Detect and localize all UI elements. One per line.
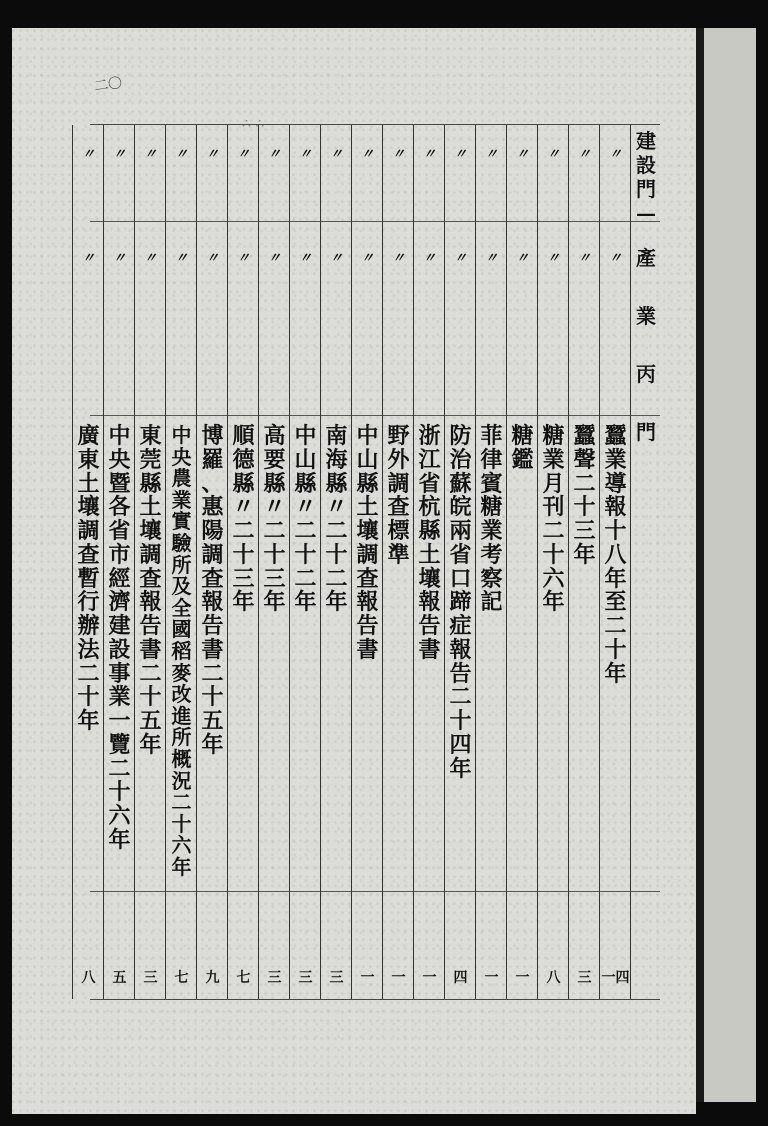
entry-title [135, 425, 166, 758]
entry-title-char: 縣 [418, 518, 441, 544]
entry-title-char: 況 [171, 768, 192, 793]
entry-title-char: 要 [263, 446, 286, 473]
entry-title-char: 十 [139, 684, 162, 711]
entry-title-char: 、 [201, 470, 224, 497]
entry-title-char: 全 [171, 595, 192, 620]
entry-title-char: 事 [108, 660, 131, 687]
entry-title [259, 425, 290, 615]
entry-title-char: 考 [480, 541, 503, 568]
ditto-mark: 〃 [205, 147, 219, 162]
entry-title-char: 廣 [77, 423, 100, 449]
ditto-mark: 〃 [205, 251, 219, 266]
section-dash: — [636, 201, 656, 225]
entry-title-char: 業 [171, 487, 192, 512]
entry-title-char: 十 [604, 636, 627, 663]
entry-count: 一 [484, 970, 499, 986]
catalog-entry-column [351, 125, 383, 999]
entry-title [352, 425, 383, 663]
entry-title-char: 書 [201, 636, 224, 663]
entry-title-char: 二 [325, 565, 348, 592]
catalog-entry-column [165, 125, 197, 999]
ditto-mark: 〃 [453, 147, 467, 162]
entry-title-char: 業 [480, 518, 503, 544]
entry-count: 一 [422, 970, 437, 986]
entry-title-char: 惠 [201, 494, 224, 521]
ditto-mark: 〃 [267, 251, 281, 266]
ditto-mark: 〃 [608, 147, 622, 162]
entry-title-char: 二 [108, 755, 131, 782]
entry-title-char: 麥 [171, 660, 192, 685]
ditto-mark: 〃 [236, 147, 250, 162]
entry-title [507, 425, 538, 473]
entry-title-char: 查 [139, 565, 162, 592]
entry-title-char: 省 [449, 541, 472, 568]
entry-title-char: 央 [171, 444, 192, 469]
entry-count: 三 [298, 970, 313, 986]
ditto-mark: 〃 [81, 147, 95, 162]
entry-title-char: 山 [294, 446, 317, 473]
entry-title-char: 杭 [418, 494, 441, 521]
entry-title-char: 縣 [356, 470, 379, 497]
entry-title-char: 十 [263, 541, 286, 568]
entry-title-char: 〃 [325, 494, 348, 521]
catalog-entry-column [382, 125, 414, 999]
entry-title-char: 德 [232, 446, 255, 473]
entry-title-char: 建 [108, 613, 131, 639]
entry-title-char: 調 [139, 541, 162, 568]
page-gutter [696, 28, 704, 1102]
entry-title [104, 425, 135, 853]
ditto-mark: 〃 [112, 251, 126, 266]
ditto-mark: 〃 [112, 147, 126, 162]
entry-count: 一 [391, 970, 406, 986]
entry-title [538, 425, 569, 615]
entry-title-char: 二 [325, 518, 348, 544]
entry-title-char: 浙 [418, 423, 441, 449]
entry-title-char: 業 [542, 446, 565, 473]
entry-title-char: 蠶 [573, 423, 596, 449]
catalog-entry-column [413, 125, 445, 999]
entry-title-char: 縣 [139, 470, 162, 497]
entry-title-char: 六 [108, 803, 131, 829]
ditto-mark: 〃 [360, 251, 374, 266]
entry-title-char: 三 [263, 565, 286, 592]
entry-title-char: 年 [171, 854, 192, 879]
entry-title-char: 刊 [542, 494, 565, 521]
entry-title [414, 425, 445, 663]
entry-count: 三 [143, 970, 158, 986]
entry-title-char: 國 [171, 617, 192, 642]
entry-title-char: 十 [325, 541, 348, 568]
entry-title-char: 十 [108, 779, 131, 806]
entry-title-char: 中 [171, 423, 192, 447]
entry-title-char: 準 [387, 541, 410, 568]
entry-title-char: 皖 [449, 494, 472, 521]
entry-title-char: 高 [263, 423, 286, 449]
entry-title-char: 暨 [108, 470, 131, 497]
entry-title [445, 425, 476, 781]
entry-title-char: 暫 [77, 565, 100, 592]
catalog-entry-column [258, 125, 290, 999]
entry-title-char: 山 [356, 446, 379, 473]
entry-title-char: 設 [108, 636, 131, 663]
entry-title-char: 稻 [171, 638, 192, 663]
entry-title-char: 法 [77, 636, 100, 663]
entry-count: 一 [515, 970, 530, 986]
entry-title-char: 辦 [77, 613, 100, 639]
entry-title-char: 所 [171, 552, 192, 577]
entry-count: 三 [329, 970, 344, 986]
entry-title-char: 調 [201, 541, 224, 568]
catalog-entry-column [72, 125, 104, 999]
entry-title-char: 報 [139, 589, 162, 616]
entry-title-char: 糖 [511, 423, 534, 449]
entry-title-char: 央 [108, 446, 131, 473]
entry-title-char: 書 [418, 636, 441, 663]
entry-title-char: 省 [108, 518, 131, 544]
entry-title-char: 野 [387, 423, 410, 449]
catalog-entry-column [103, 125, 135, 999]
catalog-entry-column [444, 125, 476, 999]
entry-title-char: 治 [449, 446, 472, 473]
entry-title-char: 經 [108, 565, 131, 592]
entry-title-char: 東 [77, 446, 100, 473]
ditto-mark: 〃 [453, 251, 467, 266]
adjacent-page-edge [704, 28, 756, 1102]
entry-title-char: 記 [480, 589, 503, 616]
ditto-mark: 〃 [329, 251, 343, 266]
section-char: 設 [636, 153, 656, 177]
entry-count: 七 [236, 970, 251, 986]
entry-title-char: 標 [387, 518, 410, 544]
entry-title-char: 年 [604, 565, 627, 592]
ditto-mark: 〃 [422, 251, 436, 266]
subsection-char: 業 [636, 304, 656, 328]
entry-count: 七 [174, 970, 189, 986]
entry-title [197, 425, 228, 758]
entry-title-char: 蘇 [449, 470, 472, 497]
entry-title-char: 書 [139, 636, 162, 663]
entry-title-char: 江 [418, 446, 441, 473]
entry-title-char: 年 [232, 589, 255, 616]
entry-title-char: 症 [449, 613, 472, 639]
entry-title-char: 至 [604, 589, 627, 616]
entry-title-char: 十 [171, 811, 192, 836]
entry-title-char: 年 [573, 541, 596, 568]
entry-title-char: 書 [356, 636, 379, 663]
ditto-mark: 〃 [267, 147, 281, 162]
entry-title-char: 中 [294, 423, 317, 449]
entry-title-char: 〃 [263, 494, 286, 521]
entry-title-char: 壤 [139, 518, 162, 544]
entry-title-char: 三 [573, 518, 596, 544]
entry-title-char: 六 [171, 833, 192, 858]
entry-title-char: 二 [573, 470, 596, 497]
entry-title-char: 查 [387, 494, 410, 521]
entry-title-char: 順 [232, 423, 255, 449]
entry-title-char: 行 [77, 589, 100, 616]
entry-count: 三 [577, 970, 592, 986]
ditto-mark: 〃 [608, 251, 622, 266]
entry-title-char: 律 [480, 446, 503, 473]
entry-title-char: 驗 [171, 530, 192, 555]
entry-title-char: 告 [201, 613, 224, 639]
subsection-title [631, 229, 661, 461]
section-char: 建 [636, 129, 656, 153]
entry-title-char: 二 [604, 613, 627, 639]
entry-title-char: 告 [449, 660, 472, 687]
ditto-mark: 〃 [329, 147, 343, 162]
entry-title [383, 425, 414, 568]
catalog-entry-column [320, 125, 352, 999]
entry-count: 九 [205, 970, 220, 986]
entry-title-char: 八 [604, 541, 627, 568]
entry-title-char: 十 [77, 684, 100, 711]
ditto-mark: 〃 [360, 147, 374, 162]
entry-title-char: 二 [294, 518, 317, 544]
entry-title [73, 425, 104, 734]
ditto-mark: 〃 [174, 147, 188, 162]
entry-title-char: 月 [542, 470, 565, 497]
entry-title-char: 糖 [480, 494, 503, 521]
ditto-mark: 〃 [546, 251, 560, 266]
entry-title-char: 十 [294, 541, 317, 568]
entry-title-char: 年 [449, 755, 472, 782]
entry-title-char: 縣 [263, 470, 286, 497]
entry-count: 三 [267, 970, 282, 986]
entry-title [166, 425, 197, 878]
entry-title-char: 二 [77, 660, 100, 687]
ditto-mark: 〃 [143, 251, 157, 266]
entry-title-char: 莞 [139, 446, 162, 473]
entry-title-char: 鑑 [511, 446, 534, 473]
ditto-mark: 〃 [81, 251, 95, 266]
ditto-mark: 〃 [236, 251, 250, 266]
ditto-mark: 〃 [391, 251, 405, 266]
entry-title-char: 壤 [418, 565, 441, 592]
entry-title-char: 兩 [449, 518, 472, 544]
entry-title-char: 縣 [325, 470, 348, 497]
entry-title-char: 及 [171, 574, 192, 599]
entry-title-char: 十 [449, 708, 472, 734]
entry-title-char: 土 [418, 541, 441, 568]
entry-title-char: 六 [542, 565, 565, 592]
entry-title-char: 告 [139, 613, 162, 639]
entry-title-char: 陽 [201, 518, 224, 544]
ditto-mark: 〃 [515, 251, 529, 266]
entry-title-char: 蹄 [449, 589, 472, 616]
ditto-mark: 〃 [143, 147, 157, 162]
entry-title [476, 425, 507, 615]
entry-title-char: 年 [77, 708, 100, 734]
entry-title-char: 調 [387, 470, 410, 497]
entry-title-char: 報 [449, 636, 472, 663]
catalog-entry-column [568, 125, 600, 999]
entry-title-char: 濟 [108, 589, 131, 616]
entry-title-char: 三 [232, 565, 255, 592]
entry-title [290, 425, 321, 615]
entry-title [228, 425, 259, 615]
entry-title-char: 十 [604, 518, 627, 544]
section-char: 門 [636, 177, 656, 201]
entry-title-char: 進 [171, 703, 192, 728]
ditto-mark: 〃 [484, 147, 498, 162]
ditto-mark: 〃 [484, 251, 498, 266]
entry-title-char: 年 [325, 589, 348, 616]
entry-title-char: 壤 [356, 518, 379, 544]
catalog-table [77, 124, 660, 1000]
entry-count: 一 [360, 970, 375, 986]
ditto-mark: 〃 [577, 147, 591, 162]
entry-title-char: 聲 [573, 446, 596, 473]
ditto-mark: 〃 [298, 147, 312, 162]
entry-count: 一四 [601, 970, 630, 986]
entry-title-char: 年 [604, 660, 627, 687]
entry-title-char: 導 [604, 470, 627, 497]
entry-title-char: 防 [449, 423, 472, 449]
catalog-entry-column [289, 125, 321, 999]
entry-title-char: 五 [139, 708, 162, 734]
entry-title-char: 〃 [294, 494, 317, 521]
entry-title-char: 二 [201, 660, 224, 687]
entry-title-char: 縣 [294, 470, 317, 497]
entry-title-char: 口 [449, 565, 472, 592]
entry-title-char: 所 [171, 725, 192, 750]
entry-title-char: 實 [171, 509, 192, 534]
entry-title-char: 報 [356, 589, 379, 616]
entry-title-char: 海 [325, 446, 348, 473]
entry-title-char: 年 [201, 731, 224, 758]
entry-title-char: 調 [356, 541, 379, 568]
entry-title-char: 改 [171, 682, 192, 707]
catalog-entry-column [227, 125, 259, 999]
entry-title-char: 各 [108, 494, 131, 521]
entry-title-char: 年 [294, 589, 317, 616]
entry-title-char: 年 [108, 826, 131, 853]
section-title [631, 129, 661, 225]
entry-title-char: 四 [449, 731, 472, 758]
entry-title-char: 土 [139, 494, 162, 521]
entry-title-char: 農 [171, 466, 192, 491]
entry-count: 四 [453, 970, 468, 986]
entry-title-char: 土 [77, 470, 100, 497]
entry-title-char: 十 [573, 494, 596, 521]
entry-title-char: 中 [356, 423, 379, 449]
entry-title-char: 二 [449, 684, 472, 711]
entry-title-char: 報 [418, 589, 441, 616]
entry-title-char: 省 [418, 470, 441, 497]
entry-title-char: 覽 [108, 731, 131, 758]
ditto-mark: 〃 [422, 147, 436, 162]
entry-title-char: 賓 [480, 470, 503, 497]
entry-title-char: 五 [201, 708, 224, 734]
entry-title-char: 二 [139, 660, 162, 687]
ditto-mark: 〃 [546, 147, 560, 162]
entry-title-char: 南 [325, 423, 348, 449]
entry-title-char: 報 [201, 589, 224, 616]
section-header-column [630, 125, 661, 999]
entry-title-char: 十 [232, 541, 255, 568]
entry-title-char: 外 [387, 446, 410, 473]
entry-title-char: 土 [356, 494, 379, 521]
entry-title-char: 告 [418, 613, 441, 639]
entry-title-char: 糖 [542, 423, 565, 449]
entry-title-char: 告 [356, 613, 379, 639]
entry-title-char: 博 [201, 423, 224, 449]
entry-title-char: 年 [263, 589, 286, 616]
entry-title-char: 中 [108, 423, 131, 449]
entry-title-char: 二 [542, 518, 565, 544]
entry-count: 八 [546, 970, 561, 986]
entry-title-char: 報 [604, 494, 627, 521]
entry-title-char: 二 [232, 518, 255, 544]
catalog-entry-column [196, 125, 228, 999]
ditto-mark: 〃 [174, 251, 188, 266]
catalog-entry-column [475, 125, 507, 999]
entry-title-char: 二 [294, 565, 317, 592]
entry-title-char: 〃 [232, 494, 255, 521]
catalog-entry-column [506, 125, 538, 999]
entry-title-char: 市 [108, 541, 131, 568]
entry-title-char: 查 [201, 565, 224, 592]
subsection-char: 丙 [636, 362, 656, 386]
ink-smudge: ∴ ∴ [242, 116, 265, 132]
entry-title-char: 二 [171, 790, 192, 815]
entry-title-char: 業 [108, 684, 131, 711]
entry-title-char: 縣 [232, 470, 255, 497]
entry-title-char: 年 [542, 589, 565, 616]
entry-title [600, 425, 631, 686]
entry-title-char: 東 [139, 423, 162, 449]
entry-title-char: 查 [356, 565, 379, 592]
entry-title-char: 十 [201, 684, 224, 711]
ditto-mark: 〃 [515, 147, 529, 162]
ditto-mark: 〃 [577, 251, 591, 266]
entry-title-char: 概 [171, 746, 192, 771]
entry-title-char: 查 [77, 541, 100, 568]
catalog-entry-column [599, 125, 631, 999]
subsection-char: 產 [636, 246, 656, 270]
entry-title-char: 十 [542, 541, 565, 568]
ditto-mark: 〃 [391, 147, 405, 162]
subsection-char: 門 [636, 420, 656, 444]
entry-title-char: 察 [480, 565, 503, 592]
entry-title [321, 425, 352, 615]
entry-title [569, 425, 600, 568]
entry-count: 五 [112, 970, 127, 986]
entry-title-char: 業 [604, 446, 627, 473]
catalog-entry-column [537, 125, 569, 999]
entry-title-char: 蠶 [604, 423, 627, 449]
catalog-entry-column [134, 125, 166, 999]
entry-title-char: 羅 [201, 446, 224, 473]
entry-title-char: 壤 [77, 494, 100, 521]
entry-title-char: 一 [108, 708, 131, 734]
entry-title-char: 二 [263, 518, 286, 544]
entry-title-char: 年 [139, 731, 162, 758]
entry-title-char: 菲 [480, 423, 503, 449]
entry-count: 八 [81, 970, 96, 986]
page-folio: 二〇 [93, 75, 124, 95]
ditto-mark: 〃 [298, 251, 312, 266]
entry-title-char: 調 [77, 518, 100, 544]
